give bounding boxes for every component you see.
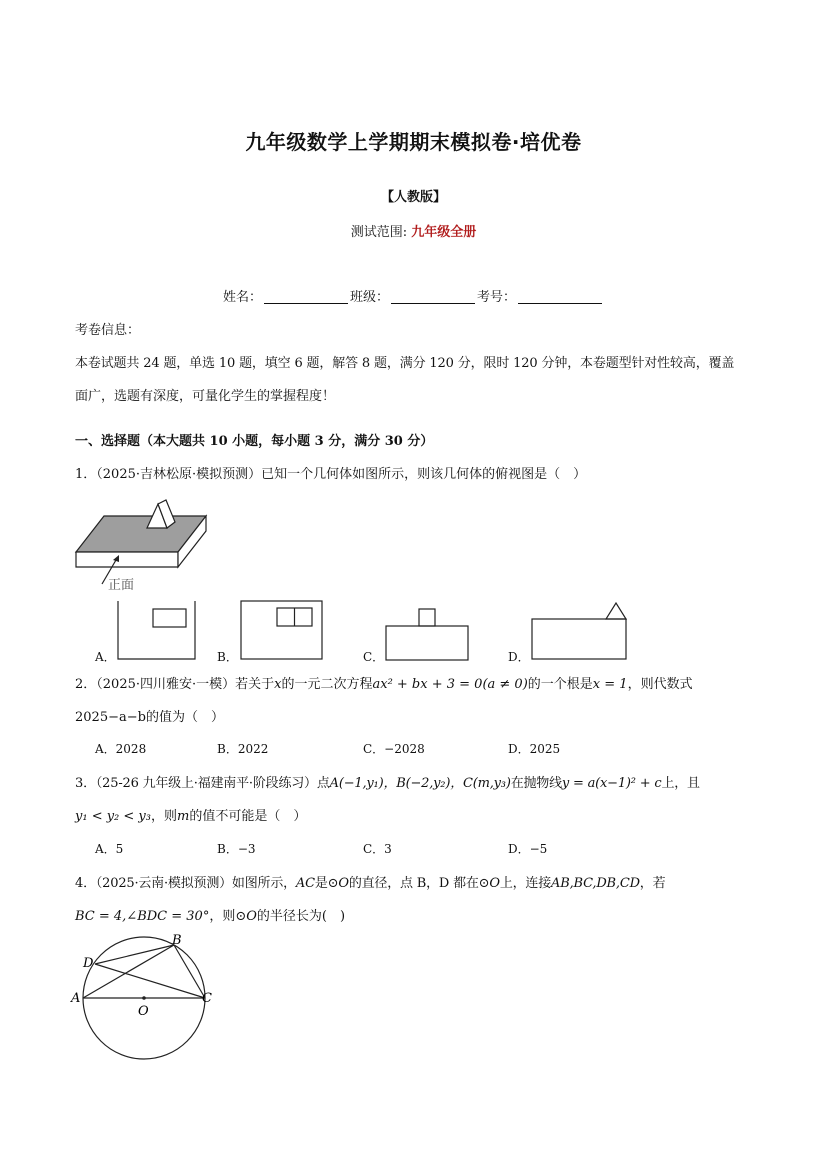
test-scope [0, 221, 827, 240]
q1-option-d-label[interactable]: D． [508, 650, 530, 664]
info-line-2: 面广，选题有深度，可量化学生的掌握程度！ [75, 389, 336, 404]
q1-option-b-figure[interactable] [240, 600, 324, 662]
q2-option-d[interactable]: D．2025 [508, 742, 561, 756]
question-2-line-1: 2．（2025·四川雅安·一模）若关于x的一元二次方程ax² + bx + 3 = 0(a ≠ 0)的一个根是x = 1，则代数式 [75, 677, 693, 692]
section-title: 一、选择题（本大题共 10 小题，每小题 3 分，满分 30 分） [75, 434, 434, 449]
name-label: 姓名： [222, 290, 262, 305]
question-2-line-2: 2025−a−b的值为（ ） [75, 710, 224, 725]
q2-option-b[interactable]: B．2022 [217, 742, 269, 756]
q2-equation: ax² + bx + 3 = 0(a ≠ 0) [372, 677, 528, 692]
scope-value: 九年级全册 [411, 225, 477, 240]
edition-label: 【人教版】 [380, 190, 446, 205]
q1-option-c-label[interactable]: C． [363, 650, 385, 664]
q1-option-b-label[interactable]: B． [217, 650, 238, 664]
point-d-label: D [83, 956, 94, 971]
q4-circle-diagram [68, 930, 228, 1060]
info-line-1: 本卷试题共 24 题，单选 10 题，填空 6 题，解答 8 题，满分 120 分，限时 120 分钟，本卷题型针对性较高，覆盖 [75, 356, 735, 371]
q1-option-c-figure[interactable] [385, 607, 471, 662]
q3-option-c[interactable]: C．3 [363, 842, 392, 856]
student-info-fields [0, 286, 827, 305]
q1-front-label: 正面 [108, 578, 135, 592]
q3-condition: y₁ < y₂ < y₃ [75, 809, 151, 824]
question-4-line-1: 4．（2025·云南·模拟预测）如图所示，AC是⊙O的直径，点 B，D 都在⊙O上，连接AB,BC,DB,CD，若 [75, 876, 666, 891]
q1-option-d-figure[interactable] [530, 600, 630, 662]
exam-no-label: 考号： [477, 290, 517, 305]
info-label: 考卷信息： [75, 323, 141, 338]
q3-option-a[interactable]: A．5 [95, 842, 124, 856]
name-blank[interactable] [264, 289, 348, 304]
q4-condition: BC = 4,∠BDC = 30° [75, 909, 210, 924]
question-1-text: 1．（2025·吉林松原·模拟预测）已知一个几何体如图所示，则该几何体的俯视图是（ ） [75, 467, 587, 482]
point-c-label: C [202, 991, 212, 1006]
point-o-label: O [138, 1004, 149, 1019]
q3-points: A(−1,y₁)，B(−2,y₂)，C(m,y₃) [329, 776, 511, 791]
point-a-label: A [71, 991, 81, 1006]
scope-label: 测试范围: [350, 225, 408, 240]
q2-option-a[interactable]: A．2028 [95, 742, 147, 756]
q1-option-a-label[interactable]: A． [95, 650, 116, 664]
q2-root: x = 1 [592, 677, 628, 692]
q3-option-d[interactable]: D．−5 [508, 842, 548, 856]
exam-no-blank[interactable] [518, 289, 602, 304]
question-4-line-2: BC = 4,∠BDC = 30°，则⊙O的半径长为( ) [75, 909, 346, 924]
page-title: 九年级数学上学期期末模拟卷·培优卷 [245, 130, 582, 154]
question-3-line-1: 3．（25-26 九年级上·福建南平·阶段练习）点A(−1,y₁)，B(−2,y₂)，C(m,y₃)在抛物线y = a(x−1)² + c上，且 [75, 776, 700, 791]
class-label: 班级： [349, 290, 389, 305]
q3-parabola: y = a(x−1)² + c [561, 776, 662, 791]
point-b-label: B [172, 933, 182, 948]
q1-solid-figure [70, 496, 215, 592]
q1-option-a-figure[interactable] [117, 600, 197, 662]
q3-option-b[interactable]: B．−3 [217, 842, 256, 856]
q2-option-c[interactable]: C．−2028 [363, 742, 425, 756]
class-blank[interactable] [391, 289, 475, 304]
question-3-line-2: y₁ < y₂ < y₃，则m的值不可能是（ ） [75, 809, 307, 824]
